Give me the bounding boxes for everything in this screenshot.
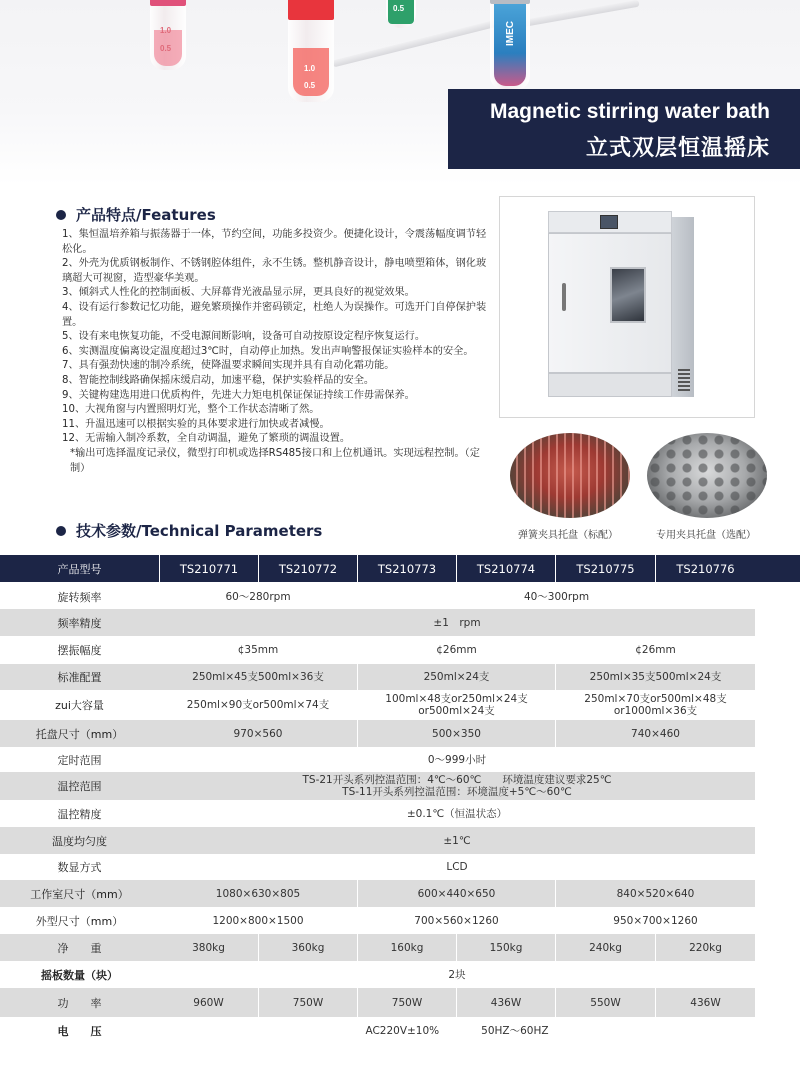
feature-item: 6、实测温度偏离设定温度超过3℃时，自动停止加热。发出声响警报保证实验样本的安全。 [62,345,474,357]
feature-item: 10、大视角窗与内置照明灯光，整个工作状态清晰了然。 [62,404,320,416]
table-row [0,664,800,690]
table-cell: 250ml×90支or500ml×74支 [186,699,330,711]
row-label: 功 率 [0,988,159,1017]
tube-mark: 0.5 [304,81,316,90]
table-row [0,934,800,961]
row-label: 温度均匀度 [0,827,159,854]
test-tube-image [288,0,334,102]
table-row [0,609,800,636]
feature-item: 5、设有来电恢复功能，不受电源间断影响，设备可自动按原设定程序恢复运行。 [62,331,426,343]
table-cell: ¢26mm [357,636,555,664]
row-label: 数显方式 [57,861,102,874]
table-cell: 250ml×35支500ml×24支 [555,664,755,690]
tray2-caption: 专用夹具托盘（选配） [656,530,756,541]
table-cell: 2块 [448,968,466,981]
features-heading [56,204,216,225]
feature-item: 9、关键构建选用进口优质构件，先进大力矩电机保证保证持续工作毋需保养。 [62,389,415,401]
table-cell: 380kg [192,941,225,954]
table-cell: ±1 rpm [433,616,481,629]
model-cell: TS210771 [159,555,258,582]
row-label: 产品型号 [0,555,159,582]
model-cell: TS210772 [258,555,357,582]
table-row [0,584,800,609]
row-label: 摇板数量（块） [41,968,118,982]
door-handle [562,283,566,311]
row-label: 净 重 [0,934,159,961]
table-cell: 550W [555,988,655,1017]
tube-mark: 1.0 [304,64,316,73]
vent-grille [678,369,690,391]
table-cell: 250ml×45支500ml×36支 [192,671,324,683]
table-row [0,772,800,800]
page-title-cn: 立式双层恒温摇床 [585,136,770,161]
table-row [0,720,800,747]
feature-item: 4、设有运行参数记忆功能，避免繁琐操作并密码锁定，杜绝人为误操作。可选开门自停保护装置。 [62,301,487,328]
table-cell: 600×440×650 [357,880,555,907]
model-cell: TS210773 [357,555,456,582]
tube-mark: 1.0 [160,26,172,35]
row-label: 电 压 [57,1025,102,1038]
row-label: 定时范围 [57,753,102,767]
table-cell: ±0.1℃（恒温状态） [406,807,508,820]
table-row [0,690,800,720]
table-cell: 60～280rpm [225,590,291,603]
row-label: 托盘尺寸（mm） [0,720,159,747]
special-clamp-tray-photo [647,433,767,518]
table-row [0,961,800,988]
table-row [0,880,800,907]
features-heading-text: 产品特点/Features [76,206,216,224]
table-cell: 970×560 [233,727,283,740]
table-cell: ¢26mm [555,636,755,664]
row-label: 频率精度 [0,609,159,636]
table-cell: 240kg [555,934,655,961]
table-row [0,800,800,827]
table-header-row [0,555,800,582]
table-cell: ¢35mm [237,644,279,656]
specs-heading-text: 技术参数/Technical Parameters [76,522,323,540]
bullet-icon [56,210,66,220]
table-cell: 700×560×1260 [357,907,555,934]
specs-heading [56,520,322,541]
table-cell: 436W [456,988,555,1017]
table-row [0,854,800,880]
product-photo [499,196,755,418]
test-tube-image [150,0,186,70]
table-cell: 960W [193,996,224,1009]
pipette-image [520,0,639,27]
feature-item: 12、无需输入制冷系数，全自动调温，避免了繁琐的调温设置。 [62,433,351,445]
feature-item: 7、具有强劲快速的制冷系统，使降温要求瞬间实现并具有自动化霜功能。 [62,360,395,372]
header-banner [0,0,800,185]
cabinet-base [548,373,672,397]
table-row [0,1017,800,1045]
row-label: 外型尺寸（mm） [35,914,124,928]
table-cell: 360kg [258,934,357,961]
table-cell: LCD [446,861,468,873]
tube-mark: IMEC [505,21,516,46]
row-label: 摆振幅度 [57,644,102,657]
row-label: 温控精度 [57,807,102,821]
viewing-window [610,267,646,323]
table-cell: 220kg [655,934,755,961]
pipette-image [332,20,499,68]
table-cell: 0～999小时 [427,753,487,766]
table-cell: 160kg [357,934,456,961]
row-label: 温控范围 [0,772,159,800]
table-row [0,827,800,854]
table-row [0,907,800,934]
row-label: 旋转频率 [57,590,102,604]
table-cell: 750W [357,988,456,1017]
features-list [62,228,490,476]
table-cell: TS-21开头系列控温范围：4℃～60℃ 环境温度建议要求25℃ TS-11开头系列控温范围：环境温度+5℃～60℃ [302,774,612,798]
tube-mark: 0.5 [393,4,405,13]
table-cell: 1200×800×1500 [212,914,304,927]
table-cell: 740×460 [555,720,755,747]
table-cell: 100ml×48支or250ml×24支 or500ml×24支 [357,690,555,720]
row-label: 工作室尺寸（mm） [0,880,159,907]
spec-table [0,555,800,1045]
table-cell: 150kg [456,934,555,961]
table-cell: 750W [258,988,357,1017]
feature-item: 8、智能控制线路确保摇床缓启动，加速平稳，保护实验样品的安全。 [62,374,375,386]
table-cell: 500×350 [357,720,555,747]
table-cell: 840×520×640 [555,880,755,907]
feature-item: 2、外壳为优质钢板制作、不锈钢腔体组件，永不生锈。整机静音设计，静电喷塑箱体，钢化玻璃超大可视窗，造型豪华美观。 [62,258,487,284]
control-panel-icon [600,215,618,229]
table-row [0,988,800,1017]
model-cell: TS210774 [456,555,555,582]
table-cell: 40～300rpm [357,584,755,609]
tray1-caption: 弹簧夹具托盘（标配） [518,530,618,541]
table-cell: 250ml×24支 [357,664,555,690]
test-tube-image [386,0,416,28]
table-cell: 950×700×1260 [555,907,755,934]
table-cell: 1080×630×805 [215,887,301,900]
title-box [448,89,800,169]
test-tube-image [490,0,530,90]
table-cell: 436W [655,988,755,1017]
bullet-icon [56,526,66,536]
table-cell: AC220V±10% 50HZ～60HZ [365,1025,549,1037]
model-cell: TS210776 [655,555,755,582]
model-cell: TS210775 [555,555,655,582]
feature-item: 11、升温迅速可以根据实验的具体要求进行加快或者减慢。 [62,418,330,430]
table-row [0,747,800,772]
page-title-en: Magnetic stirring water bath [489,100,770,123]
table-cell: ±1℃ [443,834,471,847]
feature-item: *输出可选择温度记录仪，微型打印机或选择RS485接口和上位机通讯。实现远程控制。（定制） [70,447,480,474]
feature-item: 3、倾斜式人性化的控制面板、大屏幕背光液晶显示屏，更具良好的视觉效果。 [62,287,415,299]
row-label: zui大容量 [55,699,104,712]
spring-clamp-tray-photo [510,433,630,518]
feature-item: 1、集恒温培养箱与振荡器于一体，节约空间，功能多投资少。便捷化设计，令震荡幅度调节轻松化。 [62,229,487,255]
table-cell: 250ml×70支or500ml×48支 or1000ml×36支 [555,690,755,720]
table-row [0,636,800,664]
row-label: 标准配置 [0,664,159,690]
tube-mark: 0.5 [160,44,172,53]
